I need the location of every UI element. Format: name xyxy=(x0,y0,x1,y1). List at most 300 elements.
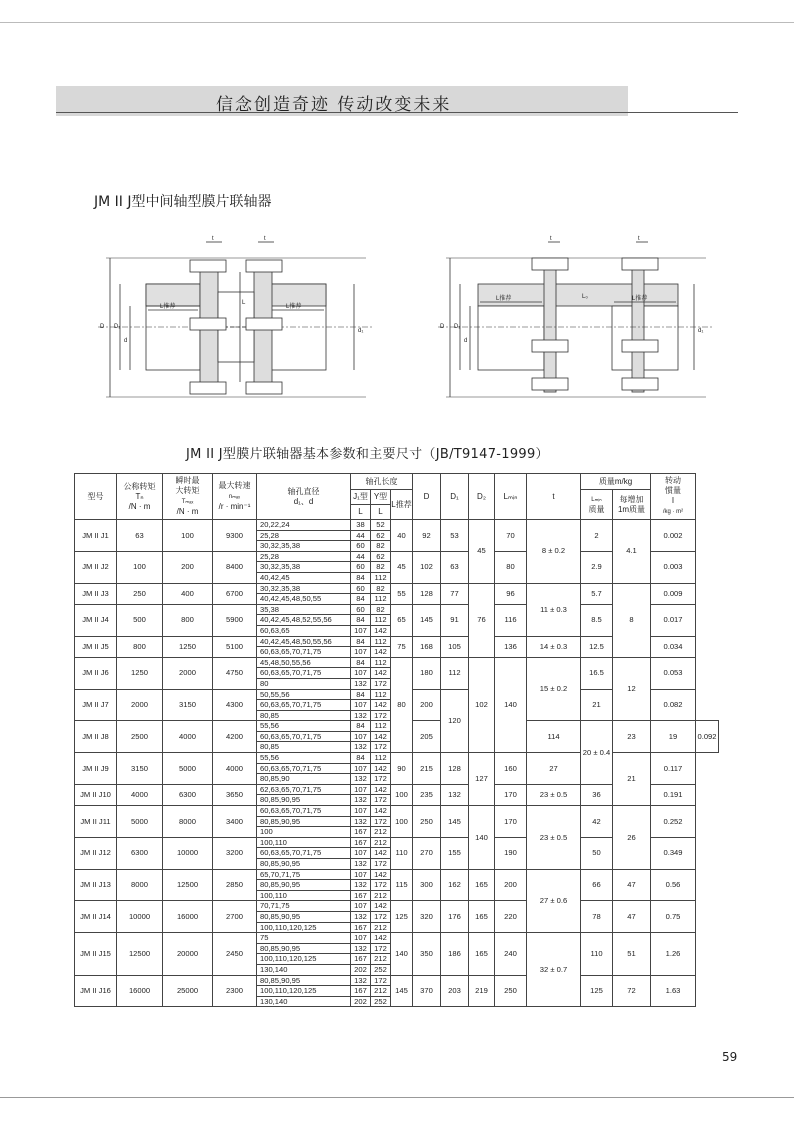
parameters-table xyxy=(74,473,719,1007)
cell-mass: 12.5 xyxy=(581,636,613,657)
cell-D: 180 xyxy=(413,657,441,689)
cell-inertia: 0.034 xyxy=(651,636,696,657)
cell-bore: 80,85,90,95 xyxy=(257,911,351,922)
cell-D1: 203 xyxy=(441,975,469,1007)
cell-bore: 20,22,24 xyxy=(257,520,351,531)
cell-D1: 63 xyxy=(441,551,469,583)
cell-tn: 6300 xyxy=(117,837,163,869)
header-tn: 公称转矩 Tₙ /N · m xyxy=(117,474,163,520)
cell-j1: 107 xyxy=(351,848,371,859)
cell-D: 250 xyxy=(413,806,441,838)
header-model: 型号 xyxy=(75,474,117,520)
cell-mass: 16.5 xyxy=(581,657,613,689)
cell-j1: 44 xyxy=(351,530,371,541)
cell-t: 27 ± 0.6 xyxy=(527,869,581,933)
cell-nmax: 8400 xyxy=(213,551,257,583)
cell-D2: 165 xyxy=(469,869,495,901)
cell-D2: 219 xyxy=(469,975,495,1007)
cell-y: 142 xyxy=(371,625,391,636)
cell-D1: 105 xyxy=(441,636,469,657)
cell-bore: 30,32,35,38 xyxy=(257,541,351,552)
cell-tmax: 400 xyxy=(163,583,213,604)
cell-tn: 5000 xyxy=(117,806,163,838)
cell-bore: 60,63,65,70,71,75 xyxy=(257,806,351,817)
cell-j1: 107 xyxy=(351,933,371,944)
table-row xyxy=(75,753,719,764)
cell-mass: 27 xyxy=(527,753,581,785)
cell-j1: 44 xyxy=(351,551,371,562)
cell-D1: 53 xyxy=(441,520,469,552)
cell-j1: 132 xyxy=(351,911,371,922)
cell-nmax: 4000 xyxy=(213,753,257,785)
cell-lrec: 110 xyxy=(391,837,413,869)
cell-D1: 176 xyxy=(441,901,469,933)
cell-y: 112 xyxy=(371,572,391,583)
cell-D: 370 xyxy=(413,975,441,1007)
cell-D: 350 xyxy=(413,933,441,975)
cell-t: 11 ± 0.3 xyxy=(527,583,581,636)
header-lmin: Lₘᵢₙ xyxy=(495,474,527,520)
cell-tn: 2000 xyxy=(117,689,163,721)
cell-j1: 132 xyxy=(351,880,371,891)
cell-mass: 36 xyxy=(581,784,613,805)
cell-y: 142 xyxy=(371,869,391,880)
cell-mass-per-m: 8 xyxy=(613,583,651,657)
cell-j1: 132 xyxy=(351,678,371,689)
table-row xyxy=(75,657,719,668)
cell-mass-per-m: 12 xyxy=(613,657,651,721)
table-row xyxy=(75,933,719,944)
cell-t: 8 ± 0.2 xyxy=(527,520,581,584)
cell-model: JM II J9 xyxy=(75,753,117,785)
label-D: D xyxy=(100,324,105,330)
cell-y: 172 xyxy=(371,975,391,986)
cell-D2: 114 xyxy=(527,721,581,753)
cell-D: 300 xyxy=(413,869,441,901)
header-slogan: 信念创造奇迹 传动改变未来 xyxy=(216,95,452,115)
cell-tn: 500 xyxy=(117,604,163,636)
cell-tn: 1250 xyxy=(117,657,163,689)
cell-j1: 202 xyxy=(351,964,371,975)
cell-bore: 130,140 xyxy=(257,996,351,1007)
cell-tmax: 12500 xyxy=(163,869,213,901)
cell-nmax: 3400 xyxy=(213,806,257,838)
header-mass: 质量m/kg xyxy=(581,474,651,490)
cell-y: 142 xyxy=(371,901,391,912)
cell-tn: 12500 xyxy=(117,933,163,975)
label-t-left: t xyxy=(212,236,214,242)
cell-bore: 80 xyxy=(257,678,351,689)
cell-inertia: 0.252 xyxy=(651,806,696,838)
cell-inertia: 0.053 xyxy=(651,657,696,689)
cell-y: 212 xyxy=(371,922,391,933)
cell-tn: 2500 xyxy=(117,721,163,753)
cell-tn: 3150 xyxy=(117,753,163,785)
cell-bore: 70,71,75 xyxy=(257,901,351,912)
cell-y: 212 xyxy=(371,827,391,838)
label-t-right-right: t xyxy=(638,236,640,242)
cell-D: 270 xyxy=(413,837,441,869)
cell-y: 142 xyxy=(371,700,391,711)
cell-model: JM II J14 xyxy=(75,901,117,933)
label-d-right: d xyxy=(464,338,468,344)
cell-model: JM II J8 xyxy=(75,721,117,753)
cell-D: 320 xyxy=(413,901,441,933)
cell-model: JM II J15 xyxy=(75,933,117,975)
cell-j1: 202 xyxy=(351,996,371,1007)
cell-y: 172 xyxy=(371,859,391,870)
cell-t: 14 ± 0.3 xyxy=(527,636,581,657)
cell-j1: 107 xyxy=(351,625,371,636)
cell-y: 82 xyxy=(371,583,391,594)
cell-y: 112 xyxy=(371,689,391,700)
cell-bore: 55,56 xyxy=(257,753,351,764)
cell-y: 172 xyxy=(371,710,391,721)
cell-y: 172 xyxy=(371,795,391,806)
label-Lr-right: L₀ xyxy=(582,294,588,300)
cell-D: 168 xyxy=(413,636,441,657)
cell-D2: 165 xyxy=(469,933,495,975)
cell-tn: 8000 xyxy=(117,869,163,901)
label-L-rec-right: L推荐 xyxy=(286,304,302,310)
cell-lmin: 190 xyxy=(495,837,527,869)
cell-lmin: 70 xyxy=(495,520,527,552)
header-lmin-mass: Lₘᵢₙ 质量 xyxy=(581,490,613,520)
cell-lrec: 40 xyxy=(391,520,413,552)
cell-bore: 60,63,65 xyxy=(257,625,351,636)
cell-j1: 167 xyxy=(351,837,371,848)
cell-lmin: 96 xyxy=(495,583,527,604)
cell-D1: 155 xyxy=(441,837,469,869)
cell-bore: 55,56 xyxy=(257,721,351,732)
cell-D2: 102 xyxy=(469,657,495,752)
cell-bore: 35,38 xyxy=(257,604,351,615)
label-D1-right: D₁ xyxy=(454,324,461,330)
cell-y: 112 xyxy=(371,615,391,626)
cell-bore: 45,48,50,55,56 xyxy=(257,657,351,668)
cell-mass-per-m: 21 xyxy=(613,753,651,806)
cell-nmax: 5100 xyxy=(213,636,257,657)
cell-tmax: 100 xyxy=(163,520,213,552)
cell-lrec: 65 xyxy=(391,604,413,636)
table-body xyxy=(75,520,719,1007)
cell-y: 52 xyxy=(371,520,391,531)
cell-mass: 78 xyxy=(581,901,613,933)
cell-nmax: 3200 xyxy=(213,837,257,869)
header-mass-per-m: 每增加 1m质量 xyxy=(613,490,651,520)
cell-lmin: 200 xyxy=(495,869,527,901)
cell-bore: 60,63,65,70,71,75 xyxy=(257,668,351,679)
cell-lrec: 125 xyxy=(391,901,413,933)
cell-D1: 91 xyxy=(441,604,469,636)
cell-model: JM II J6 xyxy=(75,657,117,689)
header-bore: 轴孔直径 d₁、d xyxy=(257,474,351,520)
cell-y: 112 xyxy=(371,753,391,764)
cell-mass-per-m: 4.1 xyxy=(613,520,651,584)
cell-bore: 60,63,65,70,71,75 xyxy=(257,763,351,774)
cell-j1: 60 xyxy=(351,583,371,594)
cell-y: 172 xyxy=(371,880,391,891)
cell-y: 62 xyxy=(371,530,391,541)
cell-D1: 145 xyxy=(441,806,469,838)
cell-bore: 100,110 xyxy=(257,837,351,848)
cell-j1: 84 xyxy=(351,572,371,583)
cell-j1: 60 xyxy=(351,541,371,552)
cell-bore: 130,140 xyxy=(257,964,351,975)
cell-j1: 84 xyxy=(351,689,371,700)
cell-mass: 42 xyxy=(581,806,613,838)
section-title: JM II J型中间轴型膜片联轴器 xyxy=(94,194,272,210)
cell-lmin: 80 xyxy=(495,551,527,583)
cell-y: 142 xyxy=(371,763,391,774)
cell-lrec: 100 xyxy=(391,806,413,838)
cell-bore: 80,85,90,95 xyxy=(257,880,351,891)
header-D1: D₁ xyxy=(441,474,469,520)
cell-D1: 120 xyxy=(441,689,469,753)
cell-y: 212 xyxy=(371,890,391,901)
cell-j1: 107 xyxy=(351,731,371,742)
header-inertia: 转动 惯量 I /kg · m² xyxy=(651,474,696,520)
cell-j1: 132 xyxy=(351,710,371,721)
header-nmax: 最大转速 nₘₐₓ /r · min⁻¹ xyxy=(213,474,257,520)
label-L-rec-right-right: L推荐 xyxy=(632,296,648,302)
cell-D2: 140 xyxy=(469,806,495,870)
cell-tn: 4000 xyxy=(117,784,163,805)
cell-lmin: 136 xyxy=(495,636,527,657)
header-tmax: 瞬时最 大转矩 Tₘₐₓ /N · m xyxy=(163,474,213,520)
cell-y: 142 xyxy=(371,668,391,679)
cell-nmax: 9300 xyxy=(213,520,257,552)
cell-mass-per-m: 26 xyxy=(613,806,651,870)
cell-lrec: 115 xyxy=(391,869,413,901)
cell-lrec: 45 xyxy=(391,551,413,583)
label-L: L xyxy=(242,300,246,306)
cell-D2: 76 xyxy=(469,583,495,657)
cell-tn: 250 xyxy=(117,583,163,604)
cell-bore: 25,28 xyxy=(257,530,351,541)
cell-nmax: 3650 xyxy=(213,784,257,805)
header-D2: D₂ xyxy=(469,474,495,520)
cell-j1: 38 xyxy=(351,520,371,531)
cell-inertia: 0.117 xyxy=(651,753,696,785)
cell-model: JM II J12 xyxy=(75,837,117,869)
cell-y: 172 xyxy=(371,742,391,753)
cell-bore: 80,85,90,95 xyxy=(257,975,351,986)
label-d1-right: d₁ xyxy=(698,328,704,334)
cell-j1: 84 xyxy=(351,594,371,605)
cell-tmax: 3150 xyxy=(163,689,213,721)
cell-bore: 100,110 xyxy=(257,890,351,901)
cell-t: 23 ± 0.5 xyxy=(527,806,581,870)
table-row xyxy=(75,869,719,880)
cell-nmax: 4200 xyxy=(213,721,257,753)
cell-y: 172 xyxy=(371,943,391,954)
cell-y: 82 xyxy=(371,541,391,552)
cell-D2: 165 xyxy=(469,901,495,933)
cell-model: JM II J4 xyxy=(75,604,117,636)
top-rule xyxy=(0,22,794,23)
cell-nmax: 2450 xyxy=(213,933,257,975)
cell-j1: 107 xyxy=(351,700,371,711)
cell-D: 145 xyxy=(413,604,441,636)
cell-j1: 132 xyxy=(351,975,371,986)
cell-tmax: 800 xyxy=(163,604,213,636)
cell-tmax: 25000 xyxy=(163,975,213,1007)
cell-t: 20 ± 0.4 xyxy=(581,721,613,785)
cell-y: 112 xyxy=(371,657,391,668)
label-L-rec-left-right: L推荐 xyxy=(496,296,512,302)
cell-lrec: 55 xyxy=(391,583,413,604)
cell-y: 212 xyxy=(371,954,391,965)
cell-bore: 40,42,45,48,50,55 xyxy=(257,594,351,605)
cell-lrec: 90 xyxy=(391,753,413,785)
table-row xyxy=(75,901,719,912)
cell-bore: 100,110,120,125 xyxy=(257,954,351,965)
header-lrec: L推荐 xyxy=(391,490,413,520)
cell-bore: 60,63,65,70,71,75 xyxy=(257,848,351,859)
cell-y: 172 xyxy=(371,816,391,827)
cell-y: 172 xyxy=(371,774,391,785)
cell-t: 32 ± 0.7 xyxy=(527,933,581,1007)
table-row xyxy=(75,806,719,817)
cell-mass: 21 xyxy=(581,689,613,721)
cell-j1: 167 xyxy=(351,890,371,901)
cell-nmax: 2700 xyxy=(213,901,257,933)
cell-mass: 110 xyxy=(581,933,613,975)
header-y: Y型 xyxy=(371,490,391,505)
cell-D1: 132 xyxy=(441,784,469,805)
cell-model: JM II J2 xyxy=(75,551,117,583)
cell-j1: 132 xyxy=(351,774,371,785)
cell-tn: 16000 xyxy=(117,975,163,1007)
cell-D: 200 xyxy=(413,689,441,721)
coupling-drawing-left xyxy=(96,232,376,412)
cell-lrec: 75 xyxy=(391,636,413,657)
cell-D: 128 xyxy=(413,583,441,604)
cell-inertia: 0.349 xyxy=(651,837,696,869)
cell-y: 212 xyxy=(371,986,391,997)
cell-bore: 80,85,90,95 xyxy=(257,795,351,806)
cell-y: 142 xyxy=(371,731,391,742)
header-j1: J₁型 xyxy=(351,490,371,505)
cell-y: 112 xyxy=(371,721,391,732)
cell-j1: 107 xyxy=(351,763,371,774)
cell-mass: 23 xyxy=(613,721,651,753)
cell-lrec: 140 xyxy=(391,933,413,975)
cell-lmin: 240 xyxy=(495,933,527,975)
label-t-right: t xyxy=(264,236,266,242)
table-title: JM II J型膜片联轴器基本参数和主要尺寸（JB/T9147-1999） xyxy=(186,447,549,462)
cell-D: 215 xyxy=(413,753,441,785)
cell-nmax: 2300 xyxy=(213,975,257,1007)
cell-lmin: 140 xyxy=(495,657,527,752)
cell-tmax: 1250 xyxy=(163,636,213,657)
cell-tmax: 5000 xyxy=(163,753,213,785)
cell-y: 142 xyxy=(371,806,391,817)
cell-mass-per-m: 47 xyxy=(613,869,651,901)
cell-j1: 107 xyxy=(351,869,371,880)
cell-j1: 167 xyxy=(351,954,371,965)
cell-mass: 66 xyxy=(581,869,613,901)
cell-j1: 84 xyxy=(351,615,371,626)
cell-inertia: 0.002 xyxy=(651,520,696,552)
cell-D1: 186 xyxy=(441,933,469,975)
cell-nmax: 5900 xyxy=(213,604,257,636)
cell-j1: 167 xyxy=(351,986,371,997)
cell-bore: 60,63,65,70,71,75 xyxy=(257,647,351,658)
cell-y: 142 xyxy=(371,933,391,944)
cell-y: 172 xyxy=(371,911,391,922)
cell-bore: 62,63,65,70,71,75 xyxy=(257,784,351,795)
label-d1: d₁ xyxy=(358,328,364,334)
cell-inertia: 1.63 xyxy=(651,975,696,1007)
cell-tn: 800 xyxy=(117,636,163,657)
label-D-right: D xyxy=(440,324,445,330)
cell-bore: 80,85,90,95 xyxy=(257,943,351,954)
cell-j1: 132 xyxy=(351,859,371,870)
cell-mass: 2.9 xyxy=(581,551,613,583)
page-number: 59 xyxy=(722,1050,738,1064)
cell-bore: 30,32,35,38 xyxy=(257,583,351,594)
cell-D1: 112 xyxy=(441,657,469,689)
cell-D1: 162 xyxy=(441,869,469,901)
cell-model: JM II J11 xyxy=(75,806,117,838)
cell-nmax: 6700 xyxy=(213,583,257,604)
cell-mass: 5.7 xyxy=(581,583,613,604)
cell-lrec: 100 xyxy=(391,784,413,805)
cell-bore: 30,32,35,38 xyxy=(257,562,351,573)
cell-y: 142 xyxy=(371,848,391,859)
cell-D: 92 xyxy=(413,520,441,552)
cell-model: JM II J5 xyxy=(75,636,117,657)
cell-bore: 80,85,90 xyxy=(257,774,351,785)
cell-y: 82 xyxy=(371,562,391,573)
cell-y: 252 xyxy=(371,964,391,975)
cell-inertia: 0.082 xyxy=(651,689,696,721)
cell-lmin: 170 xyxy=(495,806,527,838)
cell-tmax: 4000 xyxy=(163,721,213,753)
cell-y: 112 xyxy=(371,636,391,647)
cell-tmax: 20000 xyxy=(163,933,213,975)
cell-j1: 84 xyxy=(351,753,371,764)
cell-lmin: 250 xyxy=(495,975,527,1007)
label-L-rec-left: L推荐 xyxy=(160,304,176,310)
cell-mass-per-m: 72 xyxy=(613,975,651,1007)
cell-model: JM II J13 xyxy=(75,869,117,901)
cell-j1: 84 xyxy=(351,636,371,647)
cell-mass: 125 xyxy=(581,975,613,1007)
cell-inertia: 1.26 xyxy=(651,933,696,975)
cell-t: 23 ± 0.5 xyxy=(527,784,581,805)
cell-nmax: 2850 xyxy=(213,869,257,901)
label-t-left-right: t xyxy=(550,236,552,242)
cell-j1: 167 xyxy=(351,827,371,838)
cell-nmax: 4750 xyxy=(213,657,257,689)
cell-lmin: 116 xyxy=(495,604,527,636)
cell-bore: 65,70,71,75 xyxy=(257,869,351,880)
cell-tmax: 6300 xyxy=(163,784,213,805)
cell-y: 112 xyxy=(371,594,391,605)
table-row xyxy=(75,975,719,986)
cell-lrec: 145 xyxy=(391,975,413,1007)
cell-inertia: 0.003 xyxy=(651,551,696,583)
cell-j1: 107 xyxy=(351,784,371,795)
cell-bore: 80,85,90,95 xyxy=(257,859,351,870)
cell-y: 82 xyxy=(371,604,391,615)
cell-j1: 107 xyxy=(351,668,371,679)
cell-mass-per-m: 19 xyxy=(651,721,696,753)
cell-mass: 2 xyxy=(581,520,613,552)
